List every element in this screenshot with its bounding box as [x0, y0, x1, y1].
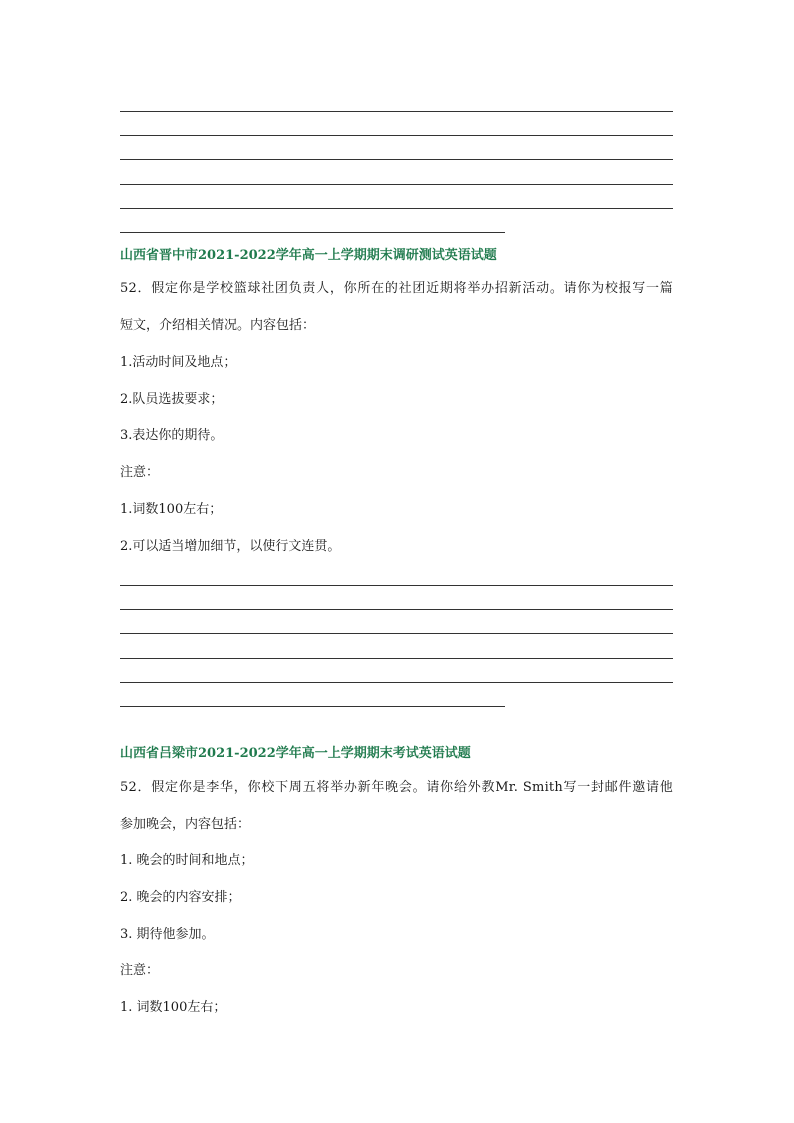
note-item: 1. 词数100左右；	[120, 1000, 227, 1015]
answer-line	[120, 184, 673, 185]
note-item: 2.可以适当增加细节，以使行文连贯。	[120, 539, 341, 554]
content-point: 3.表达你的期待。	[120, 428, 224, 443]
answer-line	[120, 159, 673, 160]
answer-line	[120, 135, 673, 136]
question-prompt-line: 短文，介绍相关情况。内容包括：	[120, 318, 316, 333]
content-point: 3. 期待他参加。	[120, 927, 215, 942]
content-point: 1. 晚会的时间和地点；	[120, 853, 254, 868]
content-point: 1.活动时间及地点；	[120, 355, 237, 370]
answer-line	[120, 633, 673, 634]
answer-line	[120, 682, 673, 683]
content-point: 2.队员选拔要求；	[120, 392, 224, 407]
section-heading: 山西省晋中市2021-2022学年高一上学期期末调研测试英语试题	[120, 248, 497, 263]
answer-line	[120, 585, 673, 586]
question-prompt-line: 52．假定你是学校篮球社团负责人，你所在的社团近期将举办招新活动。请你为校报写一篇	[120, 281, 673, 296]
question-prompt-line: 52．假定你是李华，你校下周五将举办新年晚会。请你给外教Mr. Smith写一封邮件邀请他	[120, 780, 673, 795]
content-point: 2. 晚会的内容安排；	[120, 890, 241, 905]
section-heading: 山西省吕梁市2021-2022学年高一上学期期末考试英语试题	[120, 746, 471, 761]
note-item: 1.词数100左右；	[120, 502, 223, 517]
answer-line	[120, 658, 673, 659]
answer-line	[120, 111, 673, 112]
answer-line	[120, 208, 673, 209]
note-label: 注意：	[120, 963, 160, 978]
answer-line	[120, 609, 673, 610]
answer-line	[120, 232, 505, 233]
answer-line	[120, 706, 505, 707]
note-label: 注意：	[120, 465, 160, 480]
question-prompt-line: 参加晚会，内容包括：	[120, 817, 251, 832]
